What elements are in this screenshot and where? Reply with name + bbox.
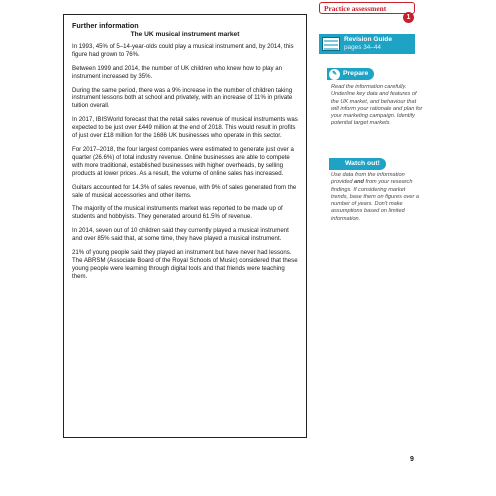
prepare-label: Prepare — [343, 70, 369, 77]
paragraph-2: Between 1999 and 2014, the number of UK children who knew how to play an instrument increased by 35%. — [72, 64, 283, 80]
page-number: 9 — [410, 456, 414, 463]
paragraph-4: In 2017, IBISWorld forecast that the retail sales revenue of musical instruments was expected to be just over £449 million at the end of 2018. This would result in profits of just over £18 million for the 1686 UK businesses who operate in this sector. — [72, 116, 298, 140]
practice-assessment-banner: Practice assessment — [319, 2, 415, 14]
section-subheading: The UK musical instrument market — [130, 31, 240, 38]
paragraph-7: The majority of the musical instruments market was reported to be made up of students and hobbyists. They generated around 61.5% of revenue. — [72, 205, 283, 221]
main-content-box — [63, 14, 307, 438]
paragraph-8: In 2014, seven out of 10 children said they currently played a musical instrument and over 85% said that, at some time, they have played a musical instrument. — [72, 227, 289, 243]
watch-out-label: Watch out! — [345, 160, 380, 167]
revision-book-icon — [322, 37, 340, 51]
paragraph-3: During the same period, there was a 9% increase in the number of children taking instrument lessons both at school and privately, with an increase of 11% in private tuition overall. — [72, 86, 293, 110]
revision-guide-pages: pages 34–44 — [344, 44, 381, 51]
prepare-text: Read the information carefully. Underline key data and features of the UK market, and behaviour that will inform your rationale and plan for your marketing campaign. Identify potential target markets. — [331, 84, 423, 127]
paragraph-6: Guitars accounted for 14.3% of sales revenue, with 9% of sales generated from the sale of musical accessories and other items. — [72, 183, 297, 199]
watch-out-text-start: Use data from the information provided — [331, 172, 405, 186]
paragraph-1: In 1993, 45% of 5–14-year-olds could play a musical instrument and, by 2014, this figure had grown to 76%. — [72, 42, 294, 58]
assessment-number-badge: 1 — [403, 12, 414, 23]
prepare-tag — [327, 68, 374, 80]
prepare-icon: ✎ — [329, 69, 340, 80]
section-heading: Further information — [72, 21, 139, 30]
paragraph-5: For 2017–2018, the four largest companies were estimated to generate just over a quarter (26.6%) of total industry revenue. Online businesses are able to compete with more traditional, established businesses with higher overheads, by selling products at lower prices. As a result, the volume of online sales has increased. — [72, 145, 294, 177]
revision-guide-box — [319, 34, 415, 54]
watch-out-text-end: from your research findings. If considering market trends, base them on figures over a number of years. Don't make assumptions based on limited information. — [331, 179, 419, 222]
watch-out-tag — [329, 158, 386, 170]
revision-guide-title: Revision Guide — [344, 36, 392, 43]
paragraph-9: 21% of young people said they played an instrument but have never had lessons. The ABRSM (Associate Board of the Royal Schools of Music) considered that these young people were learning through digital tools and that friends were teaching them. — [72, 249, 298, 280]
watch-out-text — [331, 172, 423, 223]
watch-out-text-emphasis: and — [354, 179, 364, 186]
